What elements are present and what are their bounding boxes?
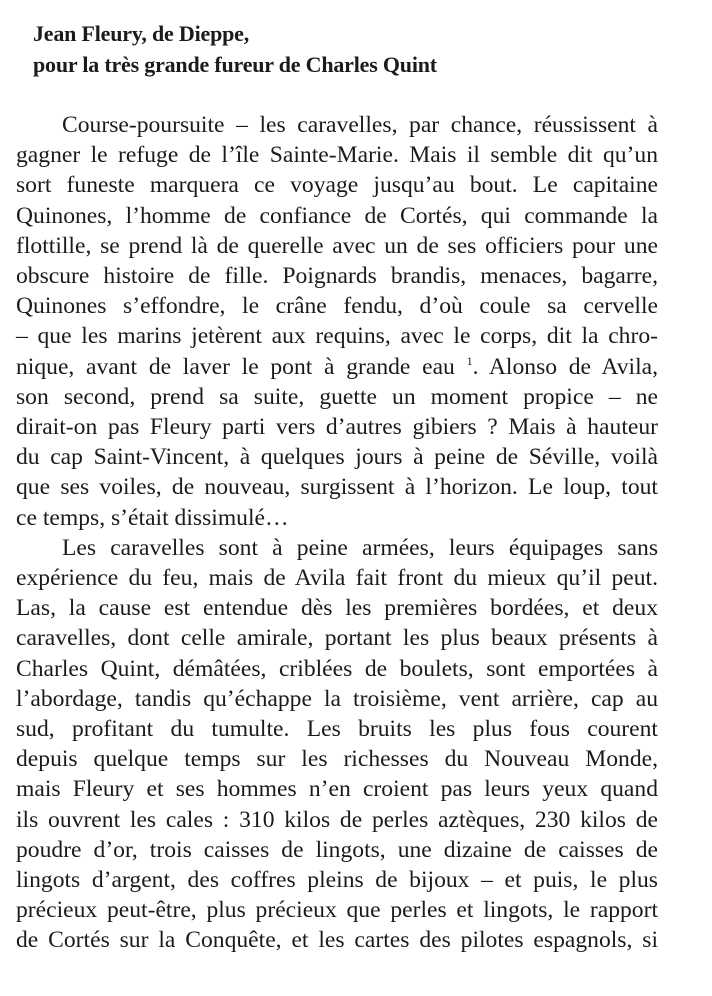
book-page (16, 18, 658, 956)
text-line: Quinones, l’homme de confiance de Cortés, qui commande la (16, 202, 658, 229)
footnote-mark[interactable]: 1 (466, 353, 473, 368)
heading-line-2: pour la très grande fureur de Charles Quint (33, 52, 437, 77)
text-line: ce temps, s’était dissimulé… (16, 504, 289, 531)
text-line: son second, prend sa suite, guette un moment propice – ne (16, 383, 658, 410)
text-line: sort funeste marquera ce voyage jusqu’au bout. Le capitaine (16, 172, 658, 199)
text-line: de Cortés sur la Conquête, et les cartes des pilotes espagnols, si (16, 927, 658, 954)
text-line: poudre d’or, trois caisses de lingots, une dizaine de caisses de (16, 836, 658, 863)
text-line: Quinones s’effondre, le crâne fendu, d’où coule sa cervelle (16, 293, 658, 320)
text-fragment: nique, avant de laver le pont à grande eau (16, 353, 455, 380)
text-line: – que les marins jetèrent aux requins, avec le corps, dit la chro- (16, 323, 658, 350)
paragraph-2 (16, 533, 658, 956)
text-line: mais Fleury et ses hommes n’en croient pas leurs yeux quand (16, 776, 658, 803)
text-line: Las, la cause est entendue dès les premières bordées, et deux (16, 595, 658, 622)
text-line: depuis quelque temps sur les richesses du Nouveau Monde, (16, 746, 658, 773)
body-text (16, 110, 658, 956)
text-line: Course-poursuite – les caravelles, par chance, réussissent à (62, 112, 658, 138)
text-line: Les caravelles sont à peine armées, leurs équipages sans (62, 534, 658, 561)
paragraph-1 (16, 110, 658, 533)
text-line: sud, profitant du tumulte. Les bruits les plus fous courent (16, 716, 658, 743)
text-fragment: . Alonso de Avila, (472, 353, 658, 380)
text-line: lingots d’argent, des coffres pleins de bijoux – et puis, le plus (16, 867, 658, 894)
text-line: ils ouvrent les cales : 310 kilos de perles aztèques, 230 kilos de (16, 806, 658, 833)
text-line-with-footnote (16, 352, 658, 382)
text-line: que ses voiles, de nouveau, surgissent à l’horizon. Le loup, tout (16, 474, 658, 501)
text-line: flottille, se prend là de querelle avec un de ses officiers pour une (16, 232, 658, 259)
heading-line-1: Jean Fleury, de Dieppe, (33, 21, 250, 46)
text-line: du cap Saint-Vincent, à quelques jours à peine de Séville, voilà (16, 444, 658, 471)
text-line: expérience du feu, mais de Avila fait front du mieux qu’il peut. (16, 565, 658, 592)
text-line: caravelles, dont celle amirale, portant les plus beaux présents à (16, 625, 658, 652)
text-line: gagner le refuge de l’île Sainte-Marie. Mais il semble dit qu’un (16, 142, 658, 169)
text-line: dirait-on pas Fleury parti vers d’autres gibiers ? Mais à hauteur (16, 414, 658, 441)
text-line: précieux peut-être, plus précieux que perles et lingots, le rapport (16, 897, 658, 924)
text-line: obscure histoire de fille. Poignards brandis, menaces, bagarre, (16, 263, 658, 290)
text-line: Charles Quint, démâtées, criblées de boulets, sont emportées à (16, 655, 658, 682)
text-line: l’abordage, tandis qu’échappe la troisième, vent arrière, cap au (16, 685, 658, 712)
chapter-heading (16, 18, 658, 80)
